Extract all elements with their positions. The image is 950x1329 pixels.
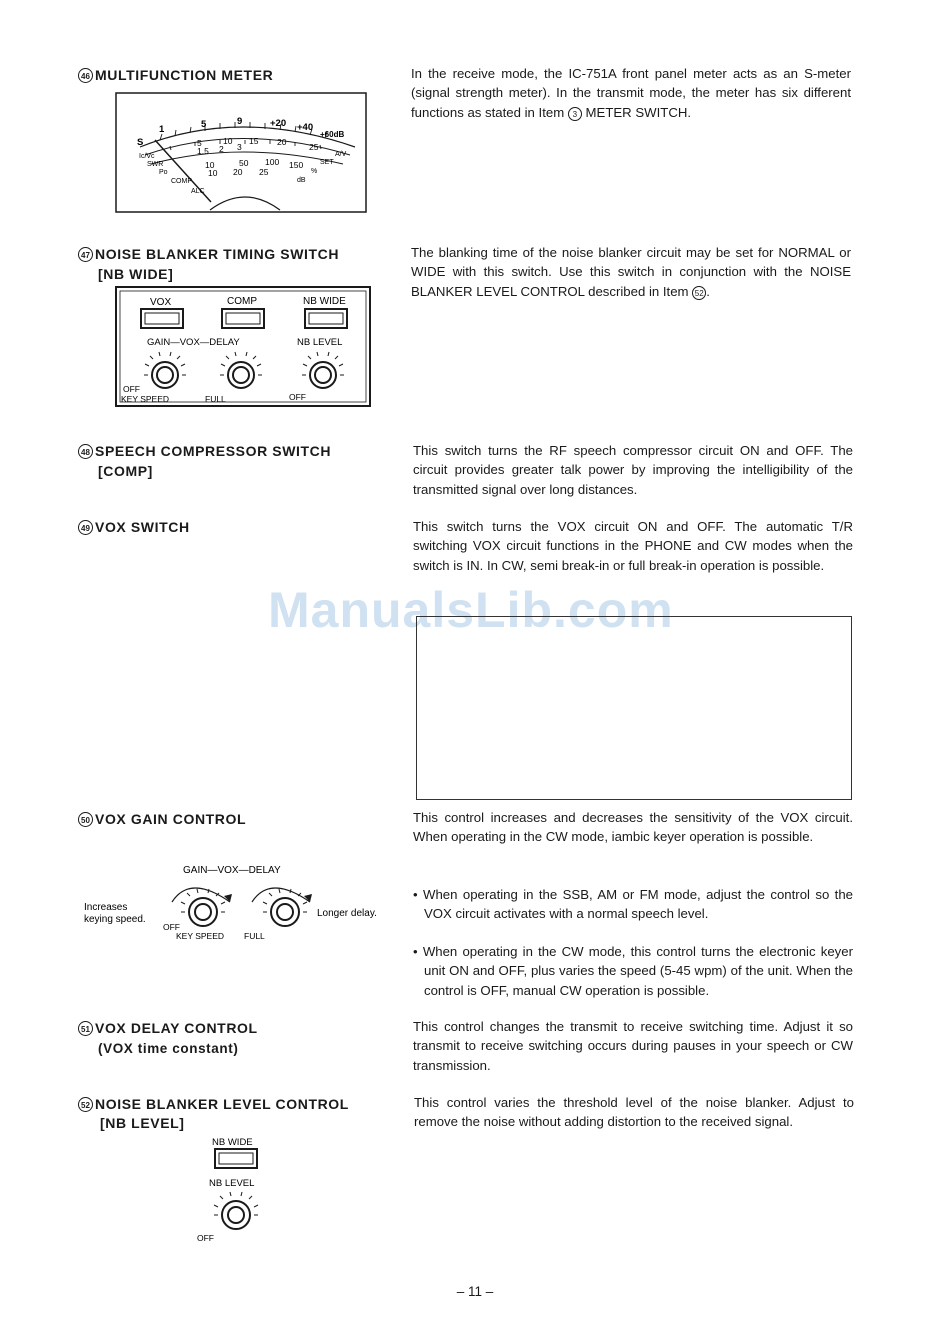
off-label: OFF	[163, 922, 180, 932]
meter-label: +20	[270, 118, 287, 129]
meter-label: ALC	[191, 188, 205, 195]
vox-knobs-diagram	[80, 860, 400, 944]
meter-label: A/V	[335, 151, 347, 158]
item-number-badge: 47	[78, 247, 93, 262]
meter-label: 10	[223, 136, 233, 146]
paragraph-vox-switch: This switch turns the VOX circuit ON and OFF. The automatic T/R switching VOX circuit functions in the PHONE and CW modes when the switch is IN. In CW, semi break-in or full break-in operation is possible.	[413, 519, 853, 573]
item-number-badge: 46	[78, 68, 93, 83]
full-label: FULL	[205, 394, 226, 404]
heading-vox-switch	[78, 518, 190, 537]
off-label: OFF	[289, 392, 306, 402]
meter-label: 25	[309, 142, 319, 152]
meter-label: +60dB	[320, 130, 345, 139]
heading-vox-delay	[78, 1019, 258, 1038]
meter-label: +40	[297, 122, 314, 133]
item-number-badge: 52	[78, 1097, 93, 1112]
vox-switch[interactable]	[141, 309, 183, 328]
nb-level-label: NB LEVEL	[209, 1178, 255, 1189]
gain-vox-delay-label: GAIN—VOX—DELAY	[183, 865, 281, 876]
bullet-ssb-am-fm: • When operating in the SSB, AM or FM mode, adjust the control so the VOX circuit activates with a normal speech level.	[413, 887, 854, 922]
heading-subtitle: [COMP]	[98, 463, 153, 479]
item-ref-badge: 52	[692, 286, 706, 300]
paragraph-vox-gain: This control increases and decreases the sensitivity of the VOX circuit. When operating in the CW mode, iambic keyer operation is possible.	[413, 810, 853, 845]
meter-diagram	[115, 92, 367, 213]
meter-label: 10	[205, 160, 215, 170]
break-in-info-box	[416, 616, 852, 800]
meter-label: dB	[297, 177, 306, 184]
comp-switch[interactable]	[222, 309, 264, 328]
heading-text: VOX DELAY CONTROL	[95, 1020, 258, 1036]
nb-level-knob[interactable]	[214, 1192, 258, 1229]
meter-label: 10	[208, 168, 218, 178]
nb-level-label: NB LEVEL	[297, 337, 343, 348]
meter-label: 25	[259, 167, 269, 177]
heading-text: NOISE BLANKER TIMING SWITCH	[95, 246, 340, 262]
meter-label: 1.5	[197, 146, 209, 156]
page-number: – 11 –	[456, 1284, 494, 1299]
meter-label: SWR	[147, 161, 164, 168]
item-number-badge: 48	[78, 444, 93, 459]
heading-noise-blanker-level	[78, 1095, 349, 1114]
meter-label: 20	[233, 167, 243, 177]
nb-level-diagram	[190, 1132, 280, 1244]
meter-label: 20	[277, 137, 287, 147]
paragraph-speech-compressor: This switch turns the RF speech compressor circuit ON and OFF. The circuit provides greater talk power by improving the intelligibility of the transmitted signal over long distances.	[413, 443, 853, 497]
full-label: FULL	[244, 931, 265, 941]
item-ref-badge: 3	[568, 107, 582, 121]
meter-label: 100	[265, 157, 280, 167]
heading-vox-gain	[78, 810, 246, 829]
meter-label: 1	[159, 124, 165, 135]
longer-delay-label: Longer delay.	[317, 908, 377, 919]
heading-text: MULTIFUNCTION METER	[95, 67, 274, 83]
meter-label: 5	[201, 119, 207, 130]
meter-label-s: S	[137, 137, 144, 148]
watermark: ManualsLib.com	[268, 582, 674, 638]
key-speed-label: KEY SPEED	[121, 394, 170, 404]
off-label: OFF	[123, 384, 140, 394]
gain-vox-delay-label: GAIN—VOX—DELAY	[147, 337, 240, 348]
comp-label: COMP	[227, 296, 257, 307]
meter-label: Ic/Vc	[139, 153, 155, 160]
paragraph-multifunction-meter: In the receive mode, the IC-751A front panel meter acts as an S-meter (signal strength meter). In the transmit mode, the meter has six different functions as stated in Item 3 METER SWITCH.	[411, 66, 851, 120]
heading-text: SPEECH COMPRESSOR SWITCH	[95, 443, 332, 459]
heading-text: VOX GAIN CONTROL	[95, 811, 247, 827]
heading-subtitle: [NB WIDE]	[98, 266, 174, 282]
item-number-badge: 51	[78, 1021, 93, 1036]
meter-label: 5	[197, 138, 202, 148]
bullet-cw-mode: • When operating in the CW mode, this control turns the electronic keyer unit ON and OFF, plus varies the speed (5-45 wpm) of the unit. When the control is OFF, manual CW operation is possible.	[413, 944, 854, 998]
keying-speed-label: keying speed.	[84, 914, 146, 925]
meter-label: 150	[289, 160, 304, 170]
front-panel-diagram	[115, 286, 372, 408]
paragraph-noise-blanker-level: This control varies the threshold level of the noise blanker. Adjust to remove the noise without adding distortion to the received signal.	[414, 1095, 854, 1130]
meter-label: 15	[249, 136, 259, 146]
heading-subtitle: (VOX time constant)	[98, 1041, 239, 1056]
vox-delay-knob[interactable]	[263, 889, 307, 926]
heading-multifunction-meter	[78, 66, 273, 85]
meter-label: SET	[320, 159, 334, 166]
meter-label: COMP	[171, 178, 192, 185]
nb-wide-switch[interactable]	[305, 309, 347, 328]
item-number-badge: 50	[78, 812, 93, 827]
meter-label: Po	[159, 169, 168, 176]
heading-speech-compressor	[78, 442, 331, 461]
nb-wide-label: NB WIDE	[303, 296, 346, 307]
item-number-badge: 49	[78, 520, 93, 535]
meter-label: 2	[219, 144, 224, 154]
meter-label: %	[311, 168, 318, 175]
meter-label: 3	[237, 142, 242, 152]
heading-text: VOX SWITCH	[95, 519, 190, 535]
heading-noise-blanker-timing	[78, 245, 339, 264]
increases-label: Increases	[84, 902, 128, 913]
off-label: OFF	[197, 1233, 214, 1243]
vox-label: VOX	[150, 297, 172, 308]
key-speed-label: KEY SPEED	[176, 931, 225, 941]
nb-wide-label: NB WIDE	[212, 1137, 253, 1148]
paragraph-vox-delay: This control changes the transmit to receive switching time. Adjust it so transmit to receive switching occurs during pauses in your speech or CW transmission.	[413, 1019, 853, 1073]
nb-wide-switch[interactable]	[215, 1149, 257, 1168]
meter-label: 9	[237, 116, 243, 127]
paragraph-noise-blanker-timing: The blanking time of the noise blanker circuit may be set for NORMAL or WIDE with this switch. Use this switch in conjunction with the NOISE BLANKER LEVEL CONTROL described in Item 52 .	[411, 245, 851, 299]
heading-text: NOISE BLANKER LEVEL CONTROL	[95, 1096, 349, 1112]
heading-subtitle: [NB LEVEL]	[100, 1115, 185, 1131]
meter-label: 50	[239, 158, 249, 168]
